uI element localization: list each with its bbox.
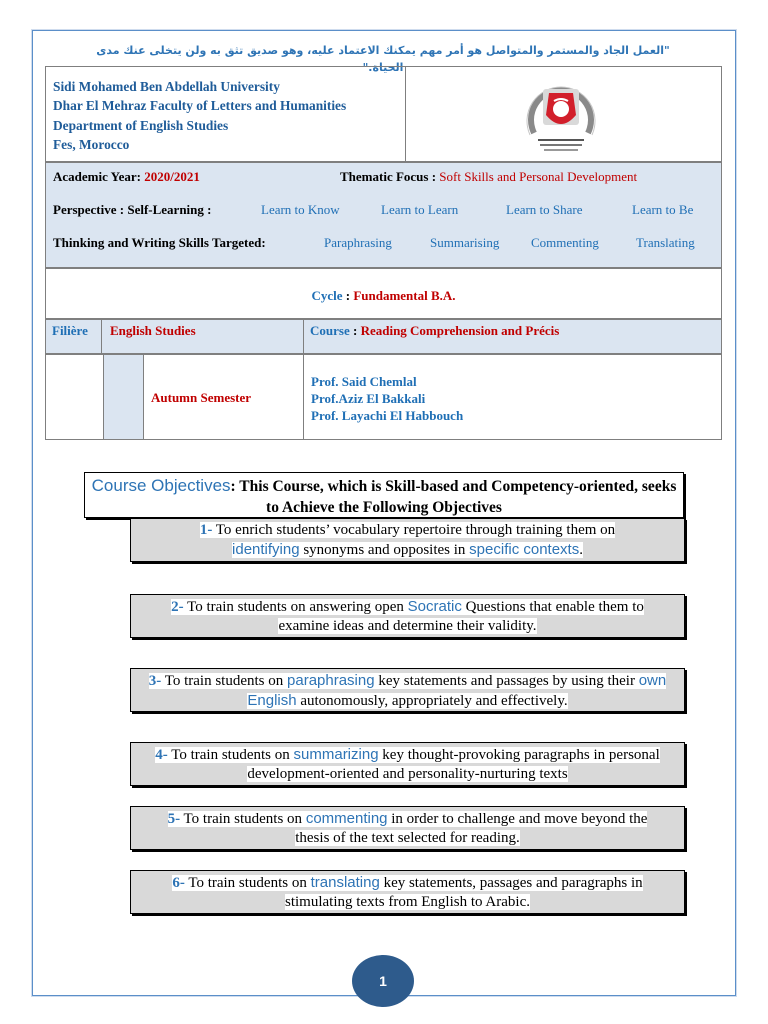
thematic-focus-value: Soft Skills and Personal Development: [439, 169, 638, 184]
filiere-label: Filière: [46, 320, 102, 353]
semester-shaded-cell: [104, 355, 144, 439]
perspective-learn-to-learn: Learn to Learn: [381, 202, 459, 217]
objective-3: [130, 668, 685, 712]
objective-number: 5-: [167, 811, 181, 827]
course-objectives-title: [84, 472, 684, 518]
perspective-learn-to-be: Learn to Be: [632, 202, 694, 217]
objective-text: key statements, passages and paragraphs in stimulating texts from English to Arabic.: [285, 875, 643, 910]
objective-text: To enrich students’ vocabulary repertoire through training them on: [212, 522, 616, 538]
university-address: [46, 67, 406, 161]
objective-text: To train students on: [167, 747, 294, 763]
objective-number: 6-: [172, 875, 185, 891]
thematic-focus-row: [340, 169, 637, 185]
skills-row: [53, 235, 718, 253]
objective-text: key thought-provoking paragraphs in personal development-oriented and personality-nurturing texts: [247, 747, 660, 782]
objective-keyword: commenting: [305, 810, 388, 827]
objective-5: [130, 806, 685, 850]
objective-text: Questions that enable them to examine ideas and determine their validity.: [278, 599, 644, 634]
cycle-separator: :: [342, 288, 354, 303]
university-header: [45, 66, 722, 162]
academic-year-row: [53, 169, 200, 185]
faculty-name: Dhar El Mehraz Faculty of Letters and Humanities: [53, 98, 347, 114]
cycle-value: Fundamental B.A.: [353, 288, 456, 303]
objective-keyword: summarizing: [293, 746, 379, 763]
objective-text: To train students on: [184, 875, 311, 891]
academic-year-value: 2020/2021: [144, 169, 200, 184]
objective-text: To train students on answering open: [183, 599, 408, 615]
skill-summarising: Summarising: [430, 235, 500, 250]
objective-text: To train students on: [180, 811, 306, 827]
objective-number: 1-: [199, 522, 213, 538]
course-label: Course: [310, 323, 350, 338]
semester-empty-cell: [46, 355, 104, 439]
perspective-learn-to-know: Learn to Know: [261, 202, 340, 217]
objective-keyword: identifying: [232, 541, 300, 558]
objective-keyword: own English: [247, 672, 667, 709]
perspective-row: [53, 202, 718, 220]
objective-text: in order to challenge and move beyond the thesis of the text selected for reading.: [295, 811, 648, 846]
page-number-badge: 1: [352, 955, 414, 1007]
semester-row: [45, 354, 722, 440]
objective-text: synonyms and opposites in: [299, 542, 470, 558]
objective-text: key statements and passages by using their: [374, 673, 639, 689]
cycle-row: [45, 268, 722, 319]
objective-text: To train students on: [161, 673, 288, 689]
course-cell: [304, 320, 721, 353]
objective-keyword: translating: [310, 874, 380, 891]
course-objectives-colon: :: [230, 478, 236, 495]
objective-6: [130, 870, 685, 914]
course-separator: :: [349, 323, 361, 338]
thematic-focus-label: Thematic Focus :: [340, 169, 437, 184]
course-info-panel: [45, 162, 722, 268]
filiere-row: [45, 319, 722, 354]
arabic-quote: "العمل الجاد والمستمر والمتواصل هو أمر مهم يمكنك الاعتماد عليه، وهو صديق تثق به ولن يتخلى عنك مدى الحياة.": [96, 44, 670, 74]
skill-paraphrasing: Paraphrasing: [324, 235, 392, 250]
cycle-label: Cycle: [311, 288, 343, 303]
objective-keyword: Socratic: [407, 598, 462, 615]
objective-number: 4-: [155, 747, 168, 763]
university-name: Sidi Mohamed Ben Abdellah University: [53, 79, 280, 94]
skill-commenting: Commenting: [531, 235, 599, 250]
objective-keyword: paraphrasing: [287, 672, 375, 689]
course-objectives-label: Course Objectives: [91, 476, 231, 495]
professor-name: Prof.Aziz El Bakkali: [311, 391, 426, 406]
professor-name: Prof. Layachi El Habbouch: [311, 408, 464, 423]
perspective-learn-to-share: Learn to Share: [506, 202, 583, 217]
objective-1: [130, 518, 685, 562]
semester-name: Autumn Semester: [144, 355, 304, 439]
objective-number: 3-: [148, 673, 162, 689]
academic-year-label: Academic Year:: [53, 169, 141, 184]
university-logo: [516, 71, 606, 159]
course-value: Reading Comprehension and Précis: [360, 323, 560, 338]
city-name: Fes, Morocco: [53, 136, 130, 152]
department-name: Department of English Studies: [53, 117, 229, 133]
objective-text: .: [579, 542, 583, 558]
filiere-value: English Studies: [102, 320, 304, 353]
objective-keyword: specific contexts: [469, 541, 580, 558]
skill-translating: Translating: [636, 235, 695, 250]
professors-list: [304, 355, 721, 439]
objective-number: 2-: [171, 599, 184, 615]
objective-2: [130, 594, 685, 638]
professor-name: Prof. Said Chemlal: [311, 374, 417, 389]
objective-4: [130, 742, 685, 786]
objective-text: autonomously, appropriately and effectively.: [296, 693, 568, 709]
course-objectives-text: This Course, which is Skill-based and Competency-oriented, seeks to Achieve the Following Objectives: [235, 478, 677, 516]
perspective-label: Perspective : Self-Learning :: [53, 202, 212, 217]
skills-label: Thinking and Writing Skills Targeted:: [53, 235, 266, 250]
